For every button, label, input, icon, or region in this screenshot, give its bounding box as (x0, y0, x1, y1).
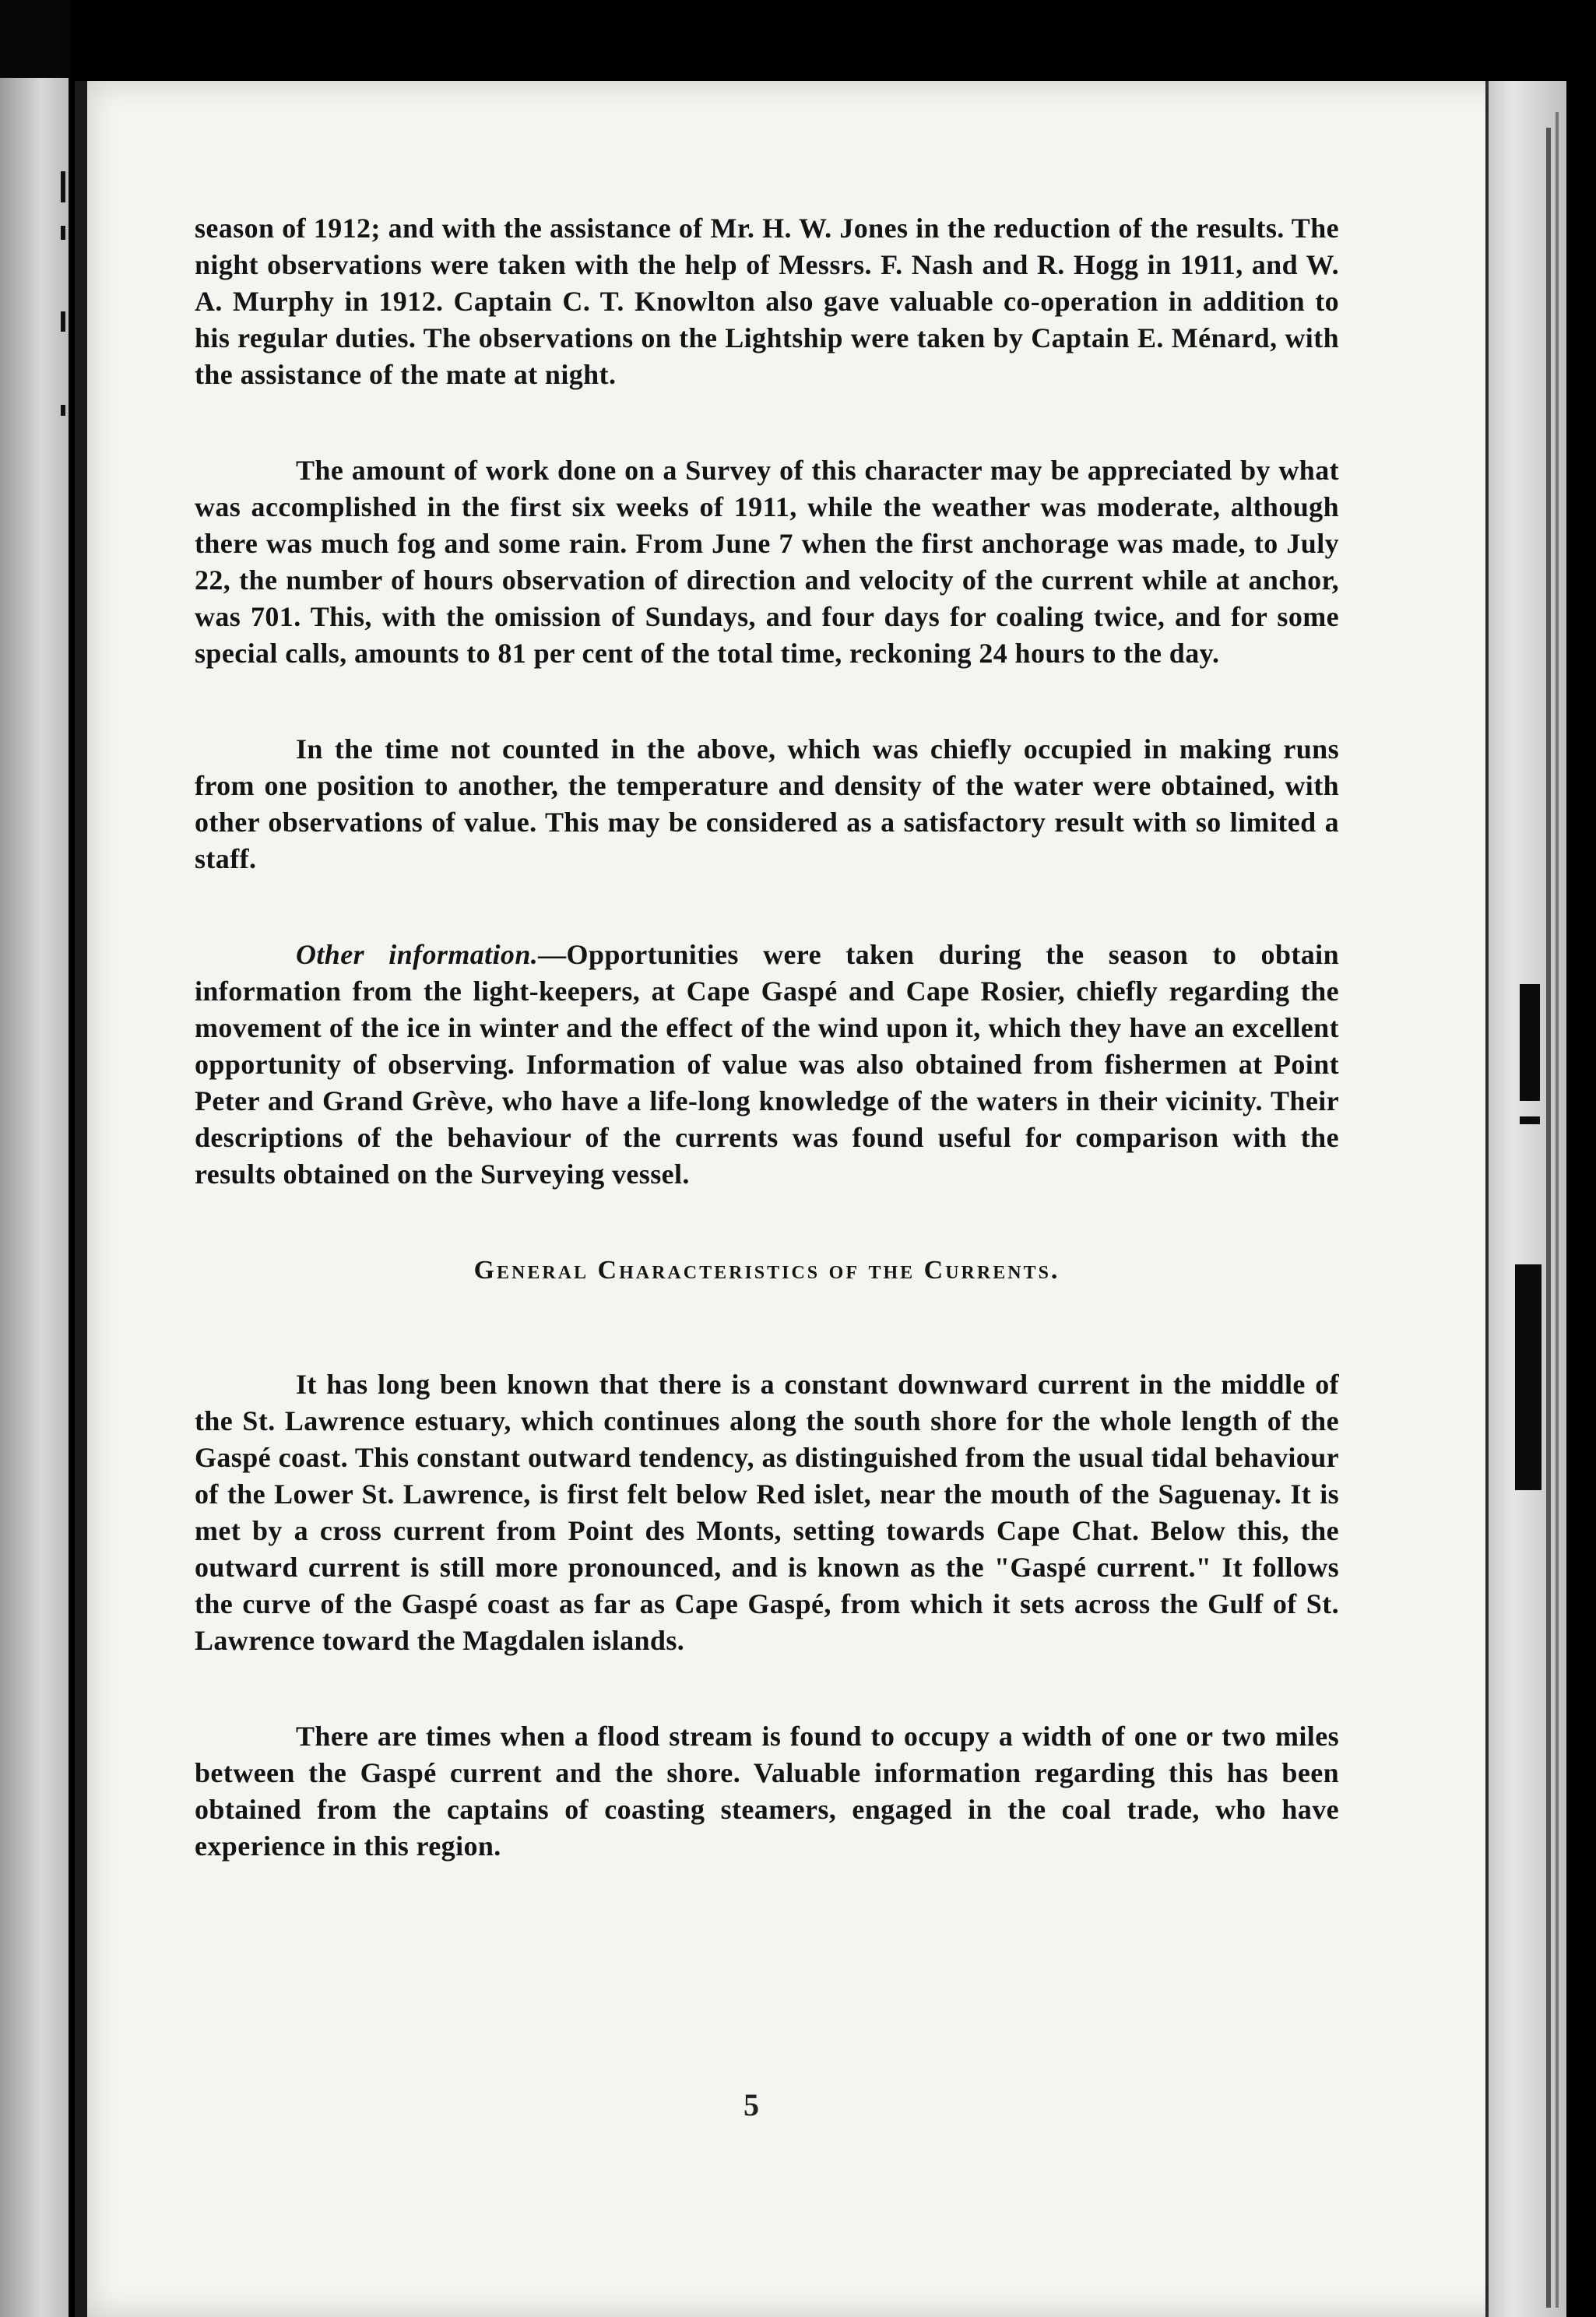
page-stack-edge (1485, 81, 1570, 2317)
paragraph-other-time: In the time not counted in the above, which was chiefly occupied in making runs from one position to another, the temperature and density of the water were obtained, with other observations of value. This may be considered as a satisfactory result with so limited a staff. (195, 733, 1339, 874)
film-border-top (0, 0, 1596, 81)
paragraph-other-information (195, 937, 1339, 1193)
page-number: 5 (744, 2087, 759, 2122)
other-information-lead: Other information. (296, 939, 539, 970)
paragraph-work-amount: The amount of work done on a Survey of this character may be appreciated by what was accomplished in the first six weeks of 1911, while the weather was moderate, although there was much fog and some rain. From June 7 when the first anchorage was made, to July 22, the number of hours observation of direction and velocity of the current while at anchor, was 701. This, with the omission of Sundays, and four days for coaling twice, and for some special calls, amounts to 81 per cent of the total time, reckoning 24 hours to the day. (195, 455, 1339, 669)
section-heading: General Characteristics of the Currents. (473, 1256, 1060, 1285)
facing-page-edge (0, 78, 69, 2317)
paragraph-acknowledgements: season of 1912; and with the assistance of Mr. H. W. Jones in the reduction of the results. The night observations were taken with the help of Messrs. F. Nash and R. Hogg in 1911, and W. A. Murphy in 1912. Captain C. T. Knowlton also gave valuable co-operation in addition to his regular duties. The observations on the Lightship were taken by Captain E. Ménard, with the assistance of the mate at night. (195, 213, 1339, 390)
paragraph-gaspe-current: It has long been known that there is a constant downward current in the middle of the St. Lawrence estuary, which continues along the south shore for the whole length of the Gaspé coast. This constant outward tendency, as distinguished from the usual tidal behaviour of the Lower St. Lawrence, is first felt below Red islet, near the mouth of the Saguenay. It is met by a cross current from Point des Monts, setting towards Cape Chat. Below this, the outward current is still more pronounced, and is known as the "Gaspé current." It follows the curve of the Gaspé coast as far as Cape Gaspé, from which it sets across the Gulf of St. Lawrence toward the Magdalen islands. (195, 1369, 1339, 1656)
page-binding-edge (75, 81, 87, 2317)
other-information-body: —Opportunities were taken during the season to obtain information from the light-keepers, at Cape Gaspé and Cape Rosier, chiefly regarding the movement of the ice in winter and the effect of the wind upon it, which they have an excellent opportunity of observing. Information of value was also obtained from fishermen at Point Peter and Grand Grève, who have a life-long knowledge of the waters in their vicinity. Their descriptions of the behaviour of the currents was found useful for comparison with the results obtained on the Surveying vessel. (195, 939, 1339, 1190)
film-border-right (1566, 0, 1596, 2317)
page-text (195, 210, 1339, 1924)
paragraph-flood-stream: There are times when a flood stream is found to occupy a width of one or two miles between the Gaspé current and the shore. Valuable information regarding this has been obtained from the captains of coasting steamers, engaged in the coal trade, who have experience in this region. (195, 1721, 1339, 1862)
